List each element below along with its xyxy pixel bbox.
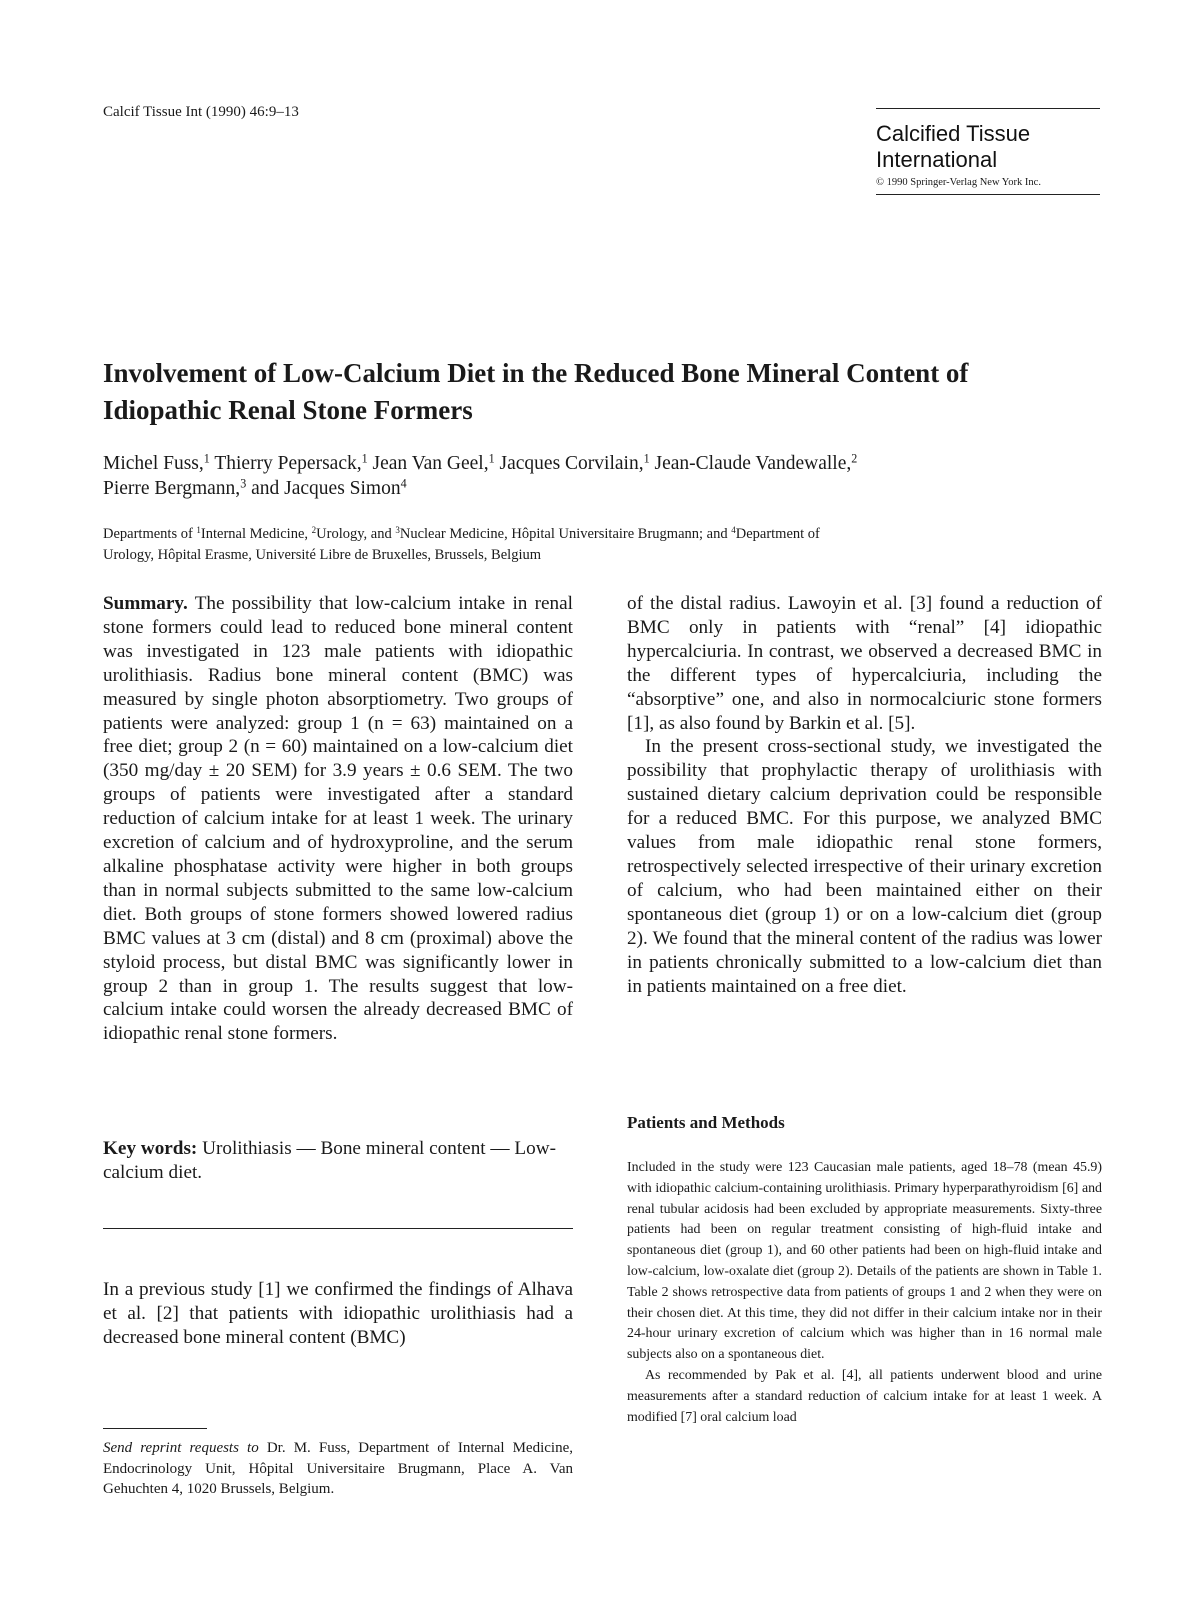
intro-paragraph: In the present cross-sectional study, we investigated the possibility that prophylactic therapy of urolithiasis with sustained dietary calcium deprivation could be responsible for a reduced BMC. For this purpose, we analyzed BMC values from male idiopathic renal stone formers, retrospectively selected irrespective of their urinary excretion of calcium, who had been maintained either on their spontaneous diet (group 1) or on a low-calcium diet (group 2). We found that the mineral content of the radius was lower in patients chronically submitted to a low-calcium diet than in patients maintained on a free diet.: [627, 736, 1102, 997]
affil-line2: Urology, Hôpital Erasme, Université Libre de Bruxelles, Brussels, Belgium: [103, 547, 542, 563]
affil-text: Urology, and: [316, 526, 396, 542]
abstract-text: The possibility that low-calcium intake in renal stone formers could lead to reduced bone mineral content was investigated in 123 male patients with idiopathic urolithiasis. Radius bone mineral content (BMC) was measured by single photon absorptiometry. Two groups of patients were analyzed: group 1 (n = 63) maintained on a free diet; group 2 (n = 60) maintained on a low-calcium diet (350 mg/day ± 20 SEM) for 3.9 years ± 0.6 SEM. The two groups of patients were investigated after a standard reduction of calcium intake for at least 1 week. The urinary excretion of calcium and of hydroxyproline, and the serum alkaline phosphatase activity were higher in both groups than in normal subjects submitted to the same low-calcium diet. Both groups of stone formers showed lowered radius BMC values at 3 cm (distal) and 8 cm (proximal) above the styloid process, but distal BMC was significantly lower in group 2 than in group 1. The results suggest that low-calcium intake could worsen the already decreased BMC of idiopathic renal stone formers.: [103, 593, 573, 1045]
reprint-footnote: [103, 1438, 573, 1500]
introduction-right: [627, 592, 1102, 998]
section-heading: Patients and Methods: [627, 1113, 785, 1132]
affil-mark: 2: [311, 525, 317, 536]
journal-masthead: [876, 108, 1100, 195]
journal-name-line1: Calcified Tissue: [876, 121, 1031, 146]
methods-text: [627, 1158, 1102, 1428]
affiliations: [103, 524, 1103, 566]
methods-paragraph: Included in the study were 123 Caucasian male patients, aged 18–78 (mean 45.9) with idiopathic calcium-containing urolithiasis. Primary hyperparathyroidism [6] and renal tubular acidosis had been excluded by appropriate measurements. Sixty-three patients had been on regular treatment consisting of high-fluid intake and spontaneous diet (group 1), and 60 other patients had been on high-fluid intake and low-calcium, low-oxalate diet (group 2). Details of the patients are shown in Table 1. Table 2 shows retrospective data from patients of groups 1 and 2 when they were on their chosen diet. At this time, they did not differ in their calcium intake nor in their 24-hour urinary excretion of calcium which was higher than in 16 normal male subjects also on a spontaneous diet.: [627, 1160, 1102, 1363]
author-affil-mark: 4: [400, 476, 407, 491]
journal-name-line2: International: [876, 147, 998, 172]
author-name: Pierre Bergmann,: [103, 478, 241, 499]
section-divider: [103, 1228, 573, 1229]
affil-text: Departments of: [103, 526, 197, 542]
author-name: Jacques Corvilain,: [494, 453, 644, 474]
author-name: Jean-Claude Vandewalle,: [649, 453, 852, 474]
footnote-rule: [103, 1428, 207, 1429]
author-affil-mark: 1: [488, 451, 495, 466]
methods-paragraph: As recommended by Pak et al. [4], all patients underwent blood and urine measurements after a standard reduction of calcium intake for at least 1 week. A modified [7] oral calcium load: [627, 1367, 1102, 1425]
author-affil-mark: 2: [851, 451, 858, 466]
author-affil-mark: 1: [361, 451, 368, 466]
keywords-label: Key words:: [103, 1138, 198, 1159]
author-affil-mark: 3: [240, 476, 247, 491]
masthead-rule-bottom: [876, 194, 1100, 195]
author-affil-mark: 1: [203, 451, 210, 466]
keywords: [103, 1137, 573, 1185]
journal-citation: Calcif Tissue Int (1990) 46:9–13: [103, 104, 299, 120]
masthead-rule-top: [876, 108, 1100, 109]
affil-text: Nuclear Medicine, Hôpital Universitaire Brugmann; and: [399, 526, 732, 542]
affil-mark: 4: [731, 525, 736, 536]
article-title: [103, 355, 1083, 429]
affil-mark: 1: [196, 525, 201, 536]
author-name: Jean Van Geel,: [367, 453, 489, 474]
affil-mark: 3: [395, 525, 400, 536]
copyright-notice: © 1990 Springer-Verlag New York Inc.: [876, 177, 1041, 188]
intro-paragraph: In a previous study [1] we confirmed the findings of Alhava et al. [2] that patients with idiopathic urolithiasis had a decreased bone mineral content (BMC): [103, 1279, 573, 1348]
footnote-text: Dr. M. Fuss, Department of Internal Medicine, Endocrinology Unit, Hôpital Universitaire Brugmann, Place A. Van Gehuchten 4, 1020 Brussels, Belgium.: [103, 1440, 573, 1497]
journal-name: [876, 121, 1100, 173]
affil-text: Department of: [735, 526, 820, 542]
intro-paragraph: of the distal radius. Lawoyin et al. [3] found a reduction of BMC only in patients with “renal” [4] idiopathic hypercalciuria. In contrast, we observed a decreased BMC in the different types of hypercalciuria, including the “absorptive” one, and also in normocalciuric stone formers [1], as also found by Barkin et al. [5].: [627, 593, 1102, 734]
title-line1: Involvement of Low-Calcium Diet in the Reduced Bone Mineral Content of: [103, 358, 969, 388]
author-name: and Jacques Simon: [246, 478, 401, 499]
keywords-text: Urolithiasis — Bone mineral content — Low-calcium diet.: [103, 1138, 556, 1183]
abstract-label: Summary.: [103, 593, 188, 614]
author-name: Michel Fuss,: [103, 453, 204, 474]
title-line2: Idiopathic Renal Stone Formers: [103, 395, 473, 425]
author-name: Thierry Pepersack,: [209, 453, 362, 474]
footnote-label: Send reprint requests to: [103, 1440, 259, 1456]
author-list: [103, 451, 1103, 501]
author-affil-mark: 1: [643, 451, 650, 466]
affil-text: Internal Medicine,: [200, 526, 312, 542]
abstract: [103, 592, 573, 1046]
introduction-left: [103, 1278, 573, 1350]
